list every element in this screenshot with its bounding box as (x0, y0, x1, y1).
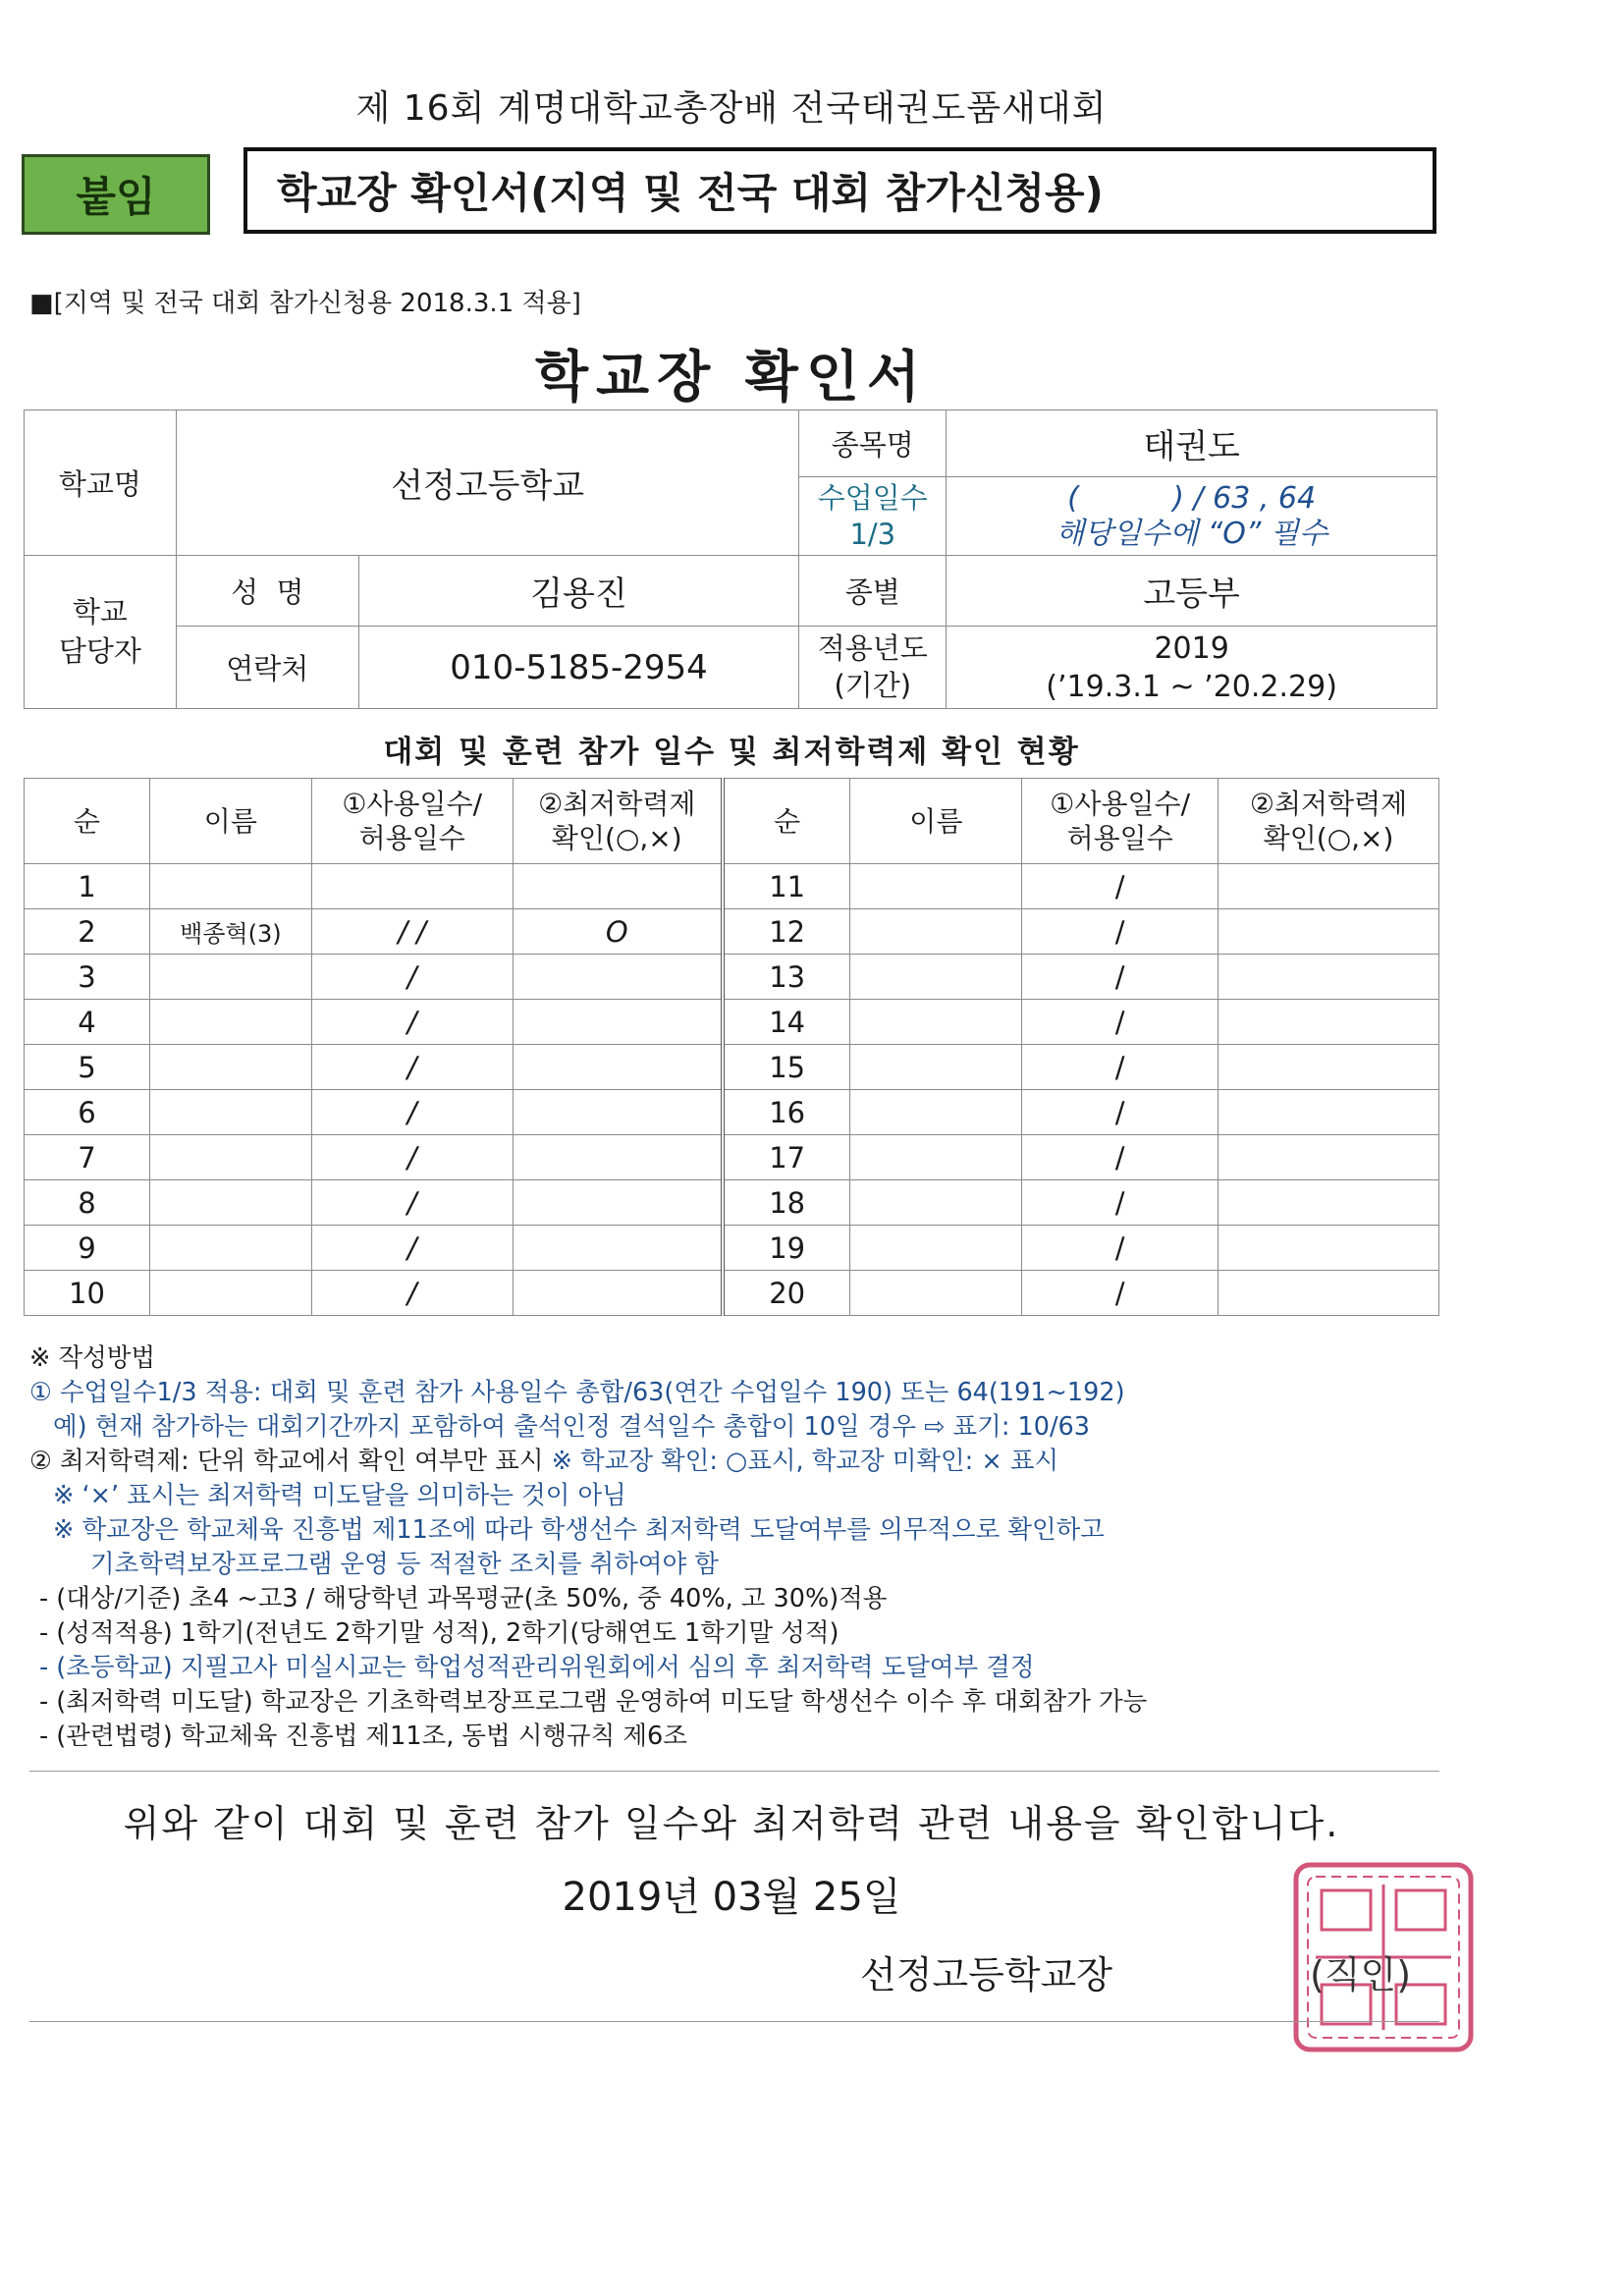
row-name (850, 1090, 1022, 1135)
row-seq: 4 (25, 1000, 150, 1045)
min-level-header: ②최저학력제 (1249, 788, 1408, 820)
apply-note: ■[지역 및 전국 대회 참가신청용 2018.3.1 적용] (29, 289, 581, 318)
period-label: (기간) (834, 668, 912, 702)
row-days: / (311, 1000, 513, 1045)
days-header-sub: 허용일수 (1066, 822, 1173, 854)
contact-name-label: 성 명 (176, 556, 358, 627)
row-min-level (513, 1226, 723, 1271)
row-seq: 8 (25, 1180, 150, 1226)
row-seq: 9 (25, 1226, 150, 1271)
row-name (149, 1180, 311, 1226)
row-min-level (513, 1045, 723, 1090)
note-principal-duty-cont: 기초학력보장프로그램 운영 등 적절한 조치를 취하여야 함 (90, 1550, 719, 1579)
row-days: / (1022, 1090, 1218, 1135)
row-name (149, 1135, 311, 1180)
row-days (311, 864, 513, 909)
seq-header: 순 (25, 779, 150, 864)
row-seq: 11 (723, 864, 850, 909)
row-days: / (1022, 1271, 1218, 1316)
row-days: / (1022, 1000, 1218, 1045)
row-days: / (311, 1045, 513, 1090)
phone-label: 연락처 (176, 627, 358, 709)
row-min-level (513, 1090, 723, 1135)
row-min-level (513, 955, 723, 1000)
row-min-level (1218, 955, 1439, 1000)
note-min-level: ② 최저학력제: 단위 학교에서 확인 여부만 표시 (29, 1447, 544, 1476)
row-name (850, 1226, 1022, 1271)
days-header: ①사용일수/ (342, 788, 483, 820)
attendance-row (25, 864, 1439, 909)
row-days: / (311, 955, 513, 1000)
row-name (149, 864, 311, 909)
row-days: / (1022, 1180, 1218, 1226)
row-seq: 12 (723, 909, 850, 955)
principal-name: 선정고등학교장 (860, 1953, 1112, 1996)
row-min-level (1218, 1271, 1439, 1316)
row-name (850, 864, 1022, 909)
attendance-row (25, 1271, 1439, 1316)
row-name (149, 1000, 311, 1045)
row-seq: 15 (723, 1045, 850, 1090)
attendance-row (25, 909, 1439, 955)
status-heading: 대회 및 훈련 참가 일수 및 최저학력제 확인 현황 (383, 735, 1080, 770)
row-min-level (1218, 1045, 1439, 1090)
instructions (29, 1341, 1443, 1754)
row-days: / (1022, 909, 1218, 955)
name-header: 이름 (850, 779, 1022, 864)
row-min-level (513, 1135, 723, 1180)
min-level-header: ②최저학력제 (538, 788, 696, 820)
row-name (149, 955, 311, 1000)
attendance-row (25, 1135, 1439, 1180)
attendance-row (25, 1180, 1439, 1226)
row-seq: 14 (723, 1000, 850, 1045)
row-name (850, 1045, 1022, 1090)
document-title: 학교장 확인서 (534, 346, 929, 410)
note-x-meaning: ※ ‘×’ 표시는 최저학력 미도달을 의미하는 것이 아님 (53, 1481, 626, 1510)
detail-below-level: - (최저학력 미도달) 학교장은 기초학력보장프로그램 운영하여 미도달 학생선수 이수 후 대회참가 가능 (39, 1687, 1148, 1717)
row-min-level (1218, 1226, 1439, 1271)
row-name (850, 1180, 1022, 1226)
row-min-level (1218, 864, 1439, 909)
row-seq: 2 (25, 909, 150, 955)
row-name (850, 1135, 1022, 1180)
row-min-level (1218, 1135, 1439, 1180)
row-min-level (1218, 909, 1439, 955)
attendance-table (24, 778, 1439, 1316)
row-seq: 1 (25, 864, 150, 909)
row-name (850, 955, 1022, 1000)
note-class-days: ① 수업일수1/3 적용: 대회 및 훈련 참가 사용일수 총합/63(연간 수업일수 190) 또는 64(191~192) (29, 1378, 1125, 1407)
phone-value: 010-5185-2954 (358, 627, 799, 709)
row-seq: 7 (25, 1135, 150, 1180)
divider-line (29, 1771, 1439, 1772)
division-label: 종별 (799, 556, 947, 627)
school-name-value: 선정고등학교 (176, 410, 799, 556)
sport-label: 종목명 (799, 410, 947, 477)
seal-label: (직인) (1310, 1953, 1412, 1996)
row-seq: 13 (723, 955, 850, 1000)
attendance-row (25, 955, 1439, 1000)
attendance-row (25, 1045, 1439, 1090)
confirmation-statement: 위와 같이 대회 및 훈련 참가 일수와 최저학력 관련 내용을 확인합니다. (123, 1802, 1340, 1845)
class-days-note: 해당일수에 “O” 필수 (1056, 516, 1327, 551)
row-seq: 6 (25, 1090, 150, 1135)
row-name (149, 1090, 311, 1135)
row-seq: 17 (723, 1135, 850, 1180)
detail-target: - (대상/기준) 초4 ~고3 / 해당학년 과목평균(초 50%, 중 40%, 고 30%)적용 (39, 1584, 888, 1613)
attendance-row (25, 1000, 1439, 1045)
division-value: 고등부 (947, 556, 1437, 627)
row-seq: 10 (25, 1271, 150, 1316)
row-min-level (1218, 1090, 1439, 1135)
school-info-table (24, 410, 1437, 709)
row-seq: 3 (25, 955, 150, 1000)
row-seq: 18 (723, 1180, 850, 1226)
note-min-level-mark: ※ 학교장 확인: ○표시, 학교장 미확인: × 표시 (543, 1447, 1059, 1476)
row-min-level (513, 1000, 723, 1045)
period-value: (’19.3.1 ~ ’20.2.29) (1046, 669, 1337, 704)
min-level-header-sub: 확인(○,×) (1263, 822, 1394, 854)
min-level-header-sub: 확인(○,×) (551, 822, 682, 854)
row-name (149, 1226, 311, 1271)
document-banner: 학교장 확인서(지역 및 전국 대회 참가신청용) (244, 147, 1436, 234)
attendance-row (25, 1226, 1439, 1271)
detail-grades: - (성적적용) 1학기(전년도 2학기말 성적), 2학기(당해연도 1학기말 성적) (39, 1618, 839, 1648)
row-days: / (311, 1271, 513, 1316)
row-seq: 5 (25, 1045, 150, 1090)
issue-date: 2019년 03월 25일 (562, 1875, 901, 1920)
row-seq: 16 (723, 1090, 850, 1135)
bottom-rule (29, 2021, 1439, 2022)
class-days-label: 수업일수 (817, 481, 928, 516)
row-name (149, 1045, 311, 1090)
row-min-level (513, 864, 723, 909)
row-seq: 20 (723, 1271, 850, 1316)
school-name-label: 학교명 (25, 410, 177, 556)
instructions-heading: ※ 작성방법 (29, 1343, 156, 1373)
row-min-level (513, 1180, 723, 1226)
detail-law: - (관련법령) 학교체육 진흥법 제11조, 동법 시행규칙 제6조 (39, 1722, 687, 1751)
note-class-days-example: 예) 현재 참가하는 대회기간까지 포함하여 출석인정 결석일수 총합이 10일 경우 ⇨ 표기: 10/63 (53, 1412, 1090, 1442)
row-min-level (1218, 1180, 1439, 1226)
sport-value: 태권도 (947, 410, 1437, 477)
row-name (850, 1271, 1022, 1316)
contact-name-value: 김용진 (358, 556, 799, 627)
row-days: / (1022, 864, 1218, 909)
year-value: 2019 (1154, 630, 1229, 666)
event-title: 제 16회 계명대학교총장배 전국태권도품새대회 (355, 88, 1108, 129)
name-header: 이름 (149, 779, 311, 864)
row-days: / (1022, 1226, 1218, 1271)
seq-header: 순 (723, 779, 850, 864)
row-days: / (311, 1090, 513, 1135)
row-min-level (1218, 1000, 1439, 1045)
attendance-row (25, 1090, 1439, 1135)
row-name (850, 909, 1022, 955)
row-name (850, 1000, 1022, 1045)
row-days: / (311, 1135, 513, 1180)
row-days: / (311, 1180, 513, 1226)
row-days: / (311, 1226, 513, 1271)
class-days-value: ( ) / 63 , 64 (1067, 480, 1317, 516)
class-days-fraction: 1/3 (849, 517, 896, 551)
row-min-level (513, 1271, 723, 1316)
detail-elementary: - (초등학교) 지필고사 미실시교는 학업성적관리위원회에서 심의 후 최저학력 도달여부 결정 (39, 1653, 1035, 1682)
row-days: / (1022, 955, 1218, 1000)
row-days: / / (311, 909, 513, 955)
row-days: / (1022, 1135, 1218, 1180)
row-seq: 19 (723, 1226, 850, 1271)
year-label: 적용년도 (817, 630, 928, 665)
attachment-badge: 붙임 (22, 154, 210, 235)
contact-label: 학교 담당자 (25, 556, 177, 709)
row-days: / (1022, 1045, 1218, 1090)
days-header-sub: 허용일수 (358, 822, 465, 854)
row-name: 백종혁(3) (149, 909, 311, 955)
note-principal-duty: ※ 학교장은 학교체육 진흥법 제11조에 따라 학생선수 최저학력 도달여부를 의무적으로 확인하고 (53, 1515, 1105, 1545)
row-name (149, 1271, 311, 1316)
row-min-level: O (513, 909, 723, 955)
days-header: ①사용일수/ (1050, 788, 1191, 820)
